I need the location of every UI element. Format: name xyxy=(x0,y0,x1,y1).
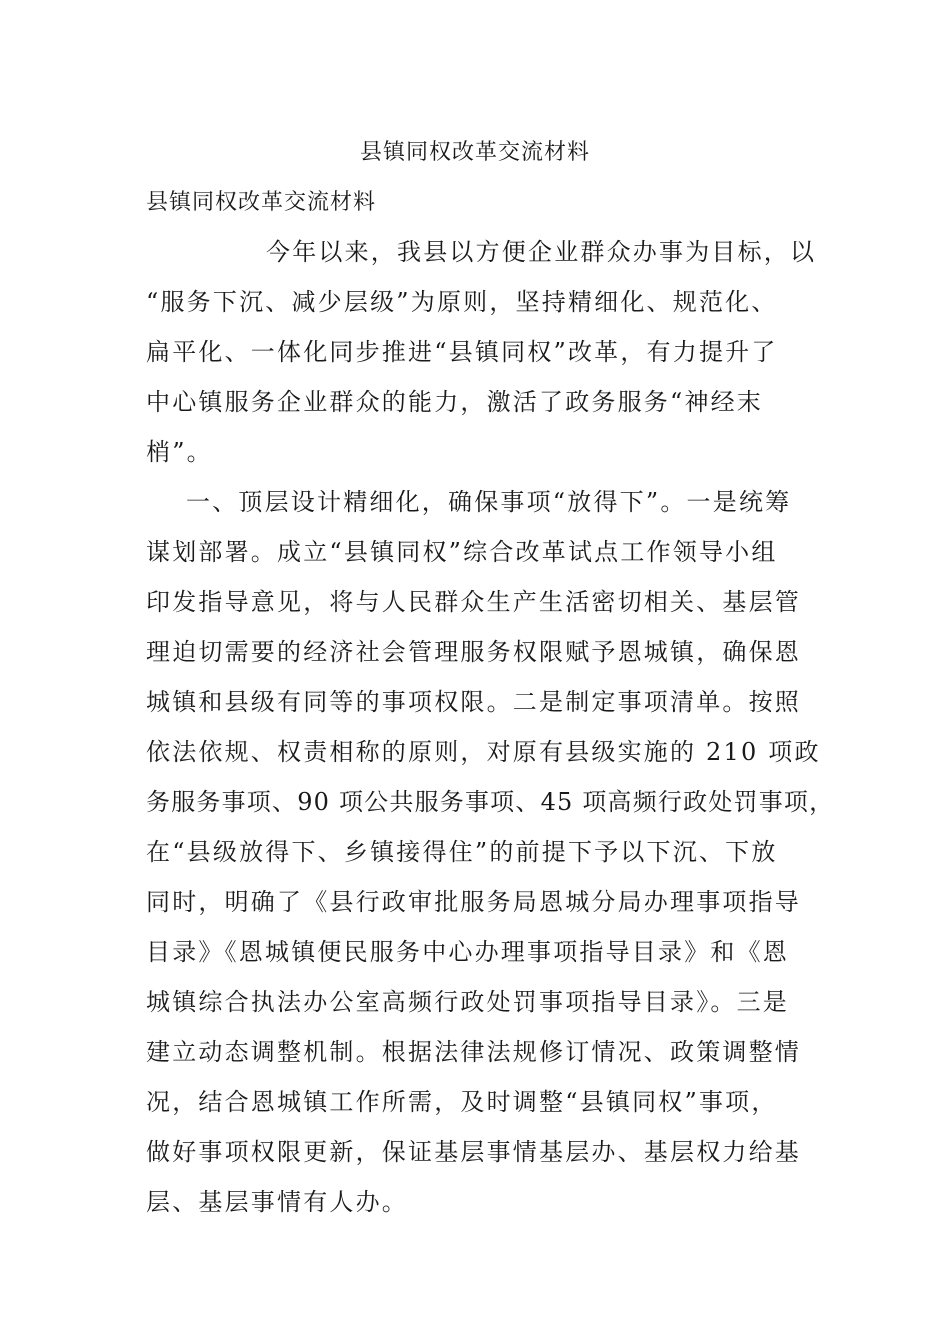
paragraph-line: 务服务事项、90 项公共服务事项、45 项高频行政处罚事项， xyxy=(146,788,835,816)
paragraph-line: 印发指导意见，将与人民群众生产生活密切相关、基层管 xyxy=(146,588,801,616)
paragraph-line: “服务下沉、减少层级”为原则，坚持精细化、规范化、 xyxy=(146,288,778,316)
paragraph-line: 目录》《恩城镇便民服务中心办理事项指导目录》和《恩 xyxy=(146,938,789,966)
paragraph-line: 在“县级放得下、乡镇接得住”的前提下予以下沉、下放 xyxy=(146,838,778,866)
paragraph-line: 理迫切需要的经济社会管理服务权限赋予恩城镇，确保恩 xyxy=(146,638,801,666)
paragraph-line: 层、基层事情有人办。 xyxy=(146,1188,408,1216)
paragraph-line: 建立动态调整机制。根据法律法规修订情况、政策调整情 xyxy=(146,1038,801,1066)
paragraph-line: 城镇和县级有同等的事项权限。二是制定事项清单。按照 xyxy=(146,688,801,716)
paragraph-line: 做好事项权限更新，保证基层事情基层办、基层权力给基 xyxy=(146,1138,801,1166)
paragraph-line: 今年以来，我县以方便企业群众办事为目标，以 xyxy=(266,238,817,266)
paragraph-line: 况，结合恩城镇工作所需，及时调整“县镇同权”事项， xyxy=(146,1088,778,1116)
paragraph-line: 谋划部署。成立“县镇同权”综合改革试点工作领导小组 xyxy=(146,538,778,566)
paragraph-line: 同时，明确了《县行政审批服务局恩城分局办理事项指导 xyxy=(146,888,801,916)
document-title: 县镇同权改革交流材料 xyxy=(359,140,590,165)
paragraph-line: 城镇综合执法办公室高频行政处罚事项指导目录》。三是 xyxy=(146,988,789,1016)
document-subtitle: 县镇同权改革交流材料 xyxy=(146,190,377,215)
paragraph-line: 扁平化、一体化同步推进“县镇同权”改革，有力提升了 xyxy=(146,338,778,366)
paragraph-line: 依法依规、权责相称的原则，对原有县级实施的 210 项政 xyxy=(146,738,821,766)
paragraph-line: 一、顶层设计精细化，确保事项“放得下”。一是统筹 xyxy=(186,488,792,516)
paragraph-line: 梢”。 xyxy=(146,438,213,466)
paragraph-line: 中心镇服务企业群众的能力，激活了政务服务“神经末 xyxy=(146,388,764,416)
